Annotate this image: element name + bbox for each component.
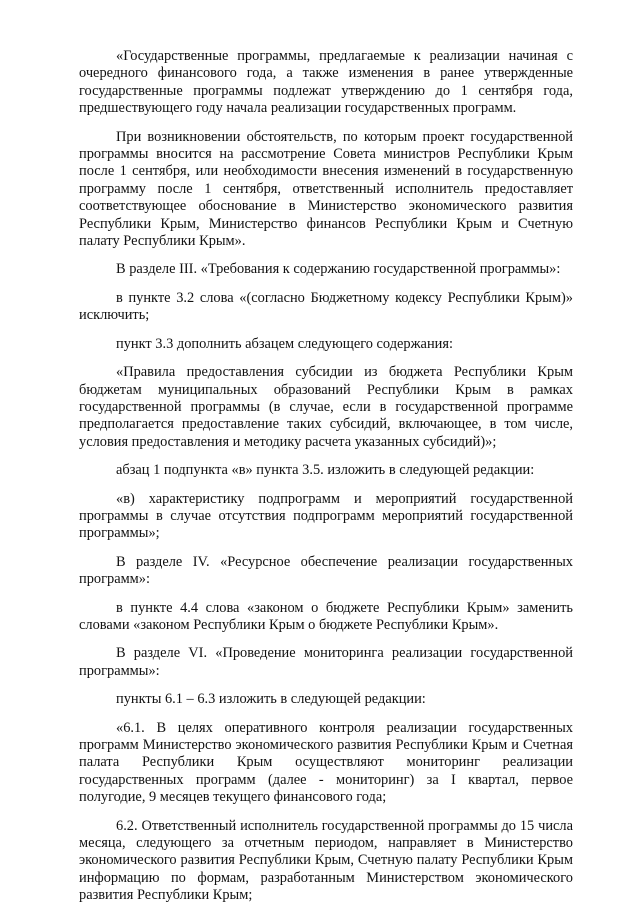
paragraph-clauses-6-1-6-3: пункты 6.1 – 6.3 изложить в следующей редакции: <box>116 691 426 708</box>
paragraph-clause-3-5: абзац 1 подпункта «в» пункта 3.5. изложить в следующей редакции: <box>116 462 535 479</box>
paragraph-clause-6-2: 6.2. Ответственный исполнитель государственной программы до 15 числа месяца, следующего за отчетным периодом, направляет в Министерство экономического развития Республики Крым, Счетную палату Республики Крым информацию по формам, разработанным Министерством экономического развития Республики Крым; <box>79 817 573 904</box>
paragraph-clause-3-3: пункт 3.3 дополнить абзацем следующего содержания: <box>116 335 453 352</box>
paragraph-section-6-heading: В разделе VI. «Проведение мониторинга реализации государственной программы»: <box>79 645 573 679</box>
paragraph-clause-4-4: в пункте 4.4 слова «законом о бюджете Республики Крым» заменить словами «законом Республики Крым о бюджете Республики Крым». <box>79 599 573 633</box>
paragraph-approval-deadline: «Государственные программы, предлагаемые к реализации начиная с очередного финансового года, а также изменения в ранее утвержденные государственные программы подлежат утверждению до 1 сентября года, предшествующего году начала реализации государственных программ. <box>79 48 573 117</box>
paragraph-section-4-heading: В разделе IV. «Ресурсное обеспечение реализации государственных программ»: <box>79 553 573 588</box>
paragraph-section-3-heading: В разделе III. «Требования к содержанию государственной программы»: <box>116 261 561 278</box>
paragraph-subsidy-rules: «Правила предоставления субсидии из бюджета Республики Крым бюджетам муниципальных образований Республики Крым в рамках государственной программы (в случае, если в государственной программе предполагается предоставление таких субсидий, включающее, в том числе, условия предоставления и методику расчета указанных субсидий)»; <box>79 364 573 450</box>
paragraph-late-submission: При возникновении обстоятельств, по которым проект государственной программы вносится на рассмотрение Совета министров Республики Крым после 1 сентября, или необходимости внесения изменений в государственную программу после 1 сентября, ответственный исполнитель предоставляет соответствующее обоснование в Министерство экономического развития Республики Крым, Министерство финансов Республики Крым и Счетную палату Республики Крым». <box>79 128 573 250</box>
paragraph-subprogram-characteristics: «в) характеристику подпрограмм и мероприятий государственной программы в случае отсутствия подпрограмм мероприятий государственной программы»; <box>79 490 573 542</box>
document-page <box>79 48 573 915</box>
paragraph-clause-3-2: в пункте 3.2 слова «(согласно Бюджетному кодексу Республики Крым)» исключить; <box>79 289 573 324</box>
paragraph-clause-6-1: «6.1. В целях оперативного контроля реализации государственных программ Министерство экономического развития Республики Крым и Счетная палата Республики Крым осуществляют мониторинг реализации государственных программ (далее - мониторинг) за I квартал, первое полугодие, 9 месяцев текущего финансового года; <box>79 719 573 806</box>
